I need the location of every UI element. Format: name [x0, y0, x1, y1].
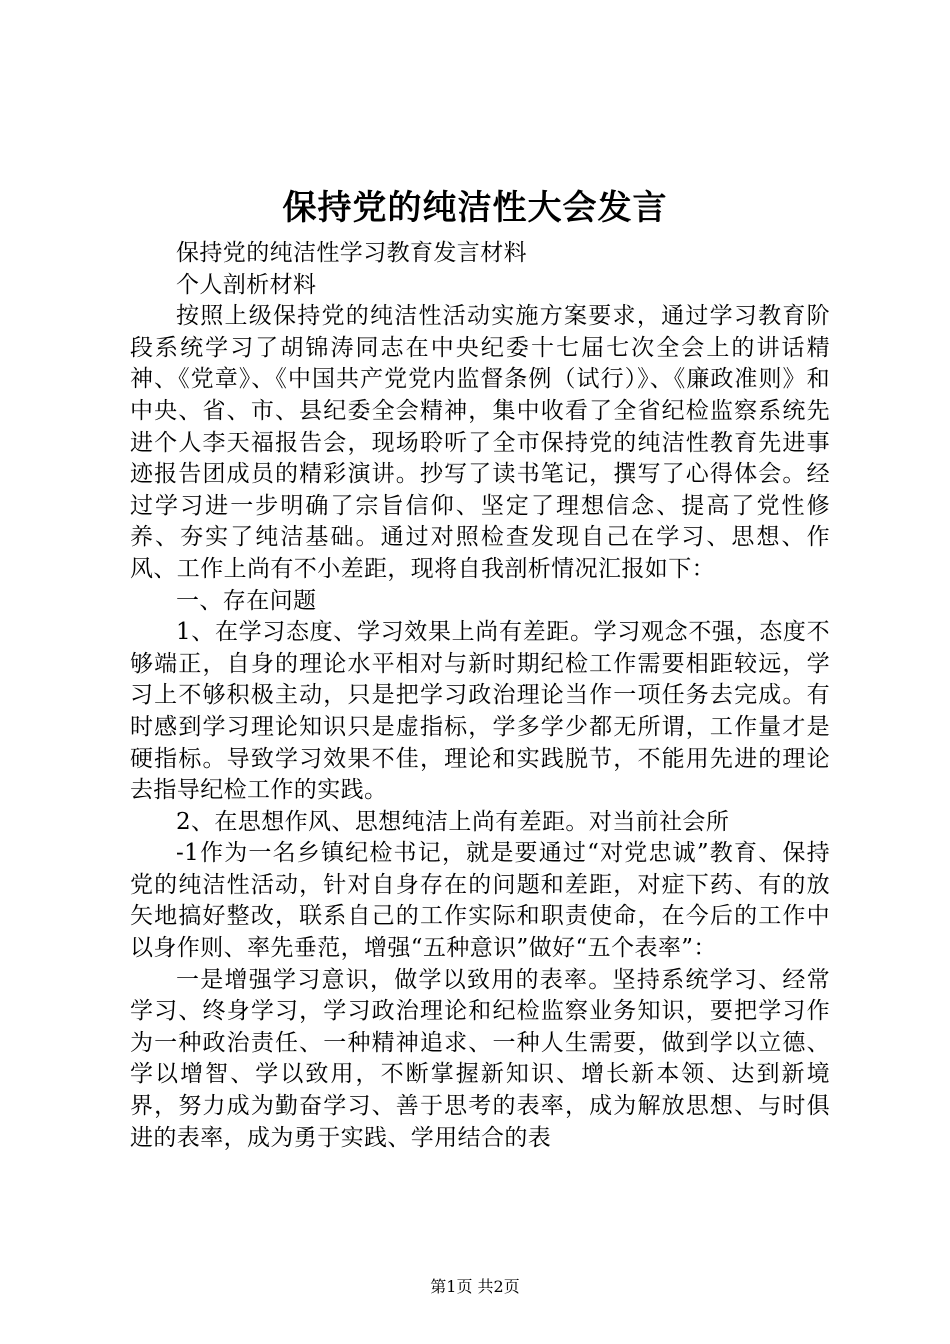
paragraph-rectification: -1作为一名乡镇纪检书记，就是要通过“对党忠诚”教育、保持党的纯洁性活动，针对自身存在的问题和差距，对症下药、有的放矢地搞好整改，联系自己的工作实际和职责使命，在今后的工作中以身作则、率先垂范，增强“五种意识”做好“五个表率”： [130, 840, 830, 962]
paragraph-item-1: 1、在学习态度、学习效果上尚有差距。学习观念不强，态度不够端正，自身的理论水平相对与新时期纪检工作需要相距较远，学习上不够积极主动，只是把学习政治理论当作一项任务去完成。有时感到学习理论知识只是虚指标，学多学少都无所谓，工作量才是硬指标。导致学习效果不佳，理论和实践脱节，不能用先进的理论去指导纪检工作的实践。 [130, 619, 830, 804]
section-heading-problems: 一、存在问题 [176, 587, 317, 614]
document-title: 保持党的纯洁性大会发言 [282, 188, 668, 228]
page-number-footer: 第1页 共2页 [430, 1277, 520, 1296]
document-body [130, 238, 830, 1154]
paragraph-intro: 按照上级保持党的纯洁性活动实施方案要求，通过学习教育阶段系统学习了胡锦涛同志在中央纪委十七届七次全会上的讲话精神、《党章》、《中国共产党党内监督条例（试行）》、《廉政准则》和中央、省、市、县纪委全会精神，集中收看了全省纪检监察系统先进个人李天福报告会，现场聆听了全市保持党的纯洁性教育先进事迹报告团成员的精彩演讲。抄写了读书笔记，撰写了心得体会。经过学习进一步明确了宗旨信仰、坚定了理想信念、提高了党性修养、夯实了纯洁基础。通过对照检查发现自己在学习、思想、作风、工作上尚有不小差距，现将自我剖析情况汇报如下： [130, 303, 830, 582]
paragraph-subtitle: 保持党的纯洁性学习教育发言材料 [176, 240, 527, 266]
paragraph-item-2: 2、在思想作风、思想纯洁上尚有差距。对当前社会所 [176, 808, 730, 835]
paragraph-point-1: 一是增强学习意识，做学以致用的表率。坚持系统学习、经常学习、终身学习，学习政治理论和纪检监察业务知识，要把学习作为一种政治责任、一种精神追求、一种人生需要，做到学以立德、学以增智、学以致用，不断掌握新知识、增长新本领、达到新境界，努力成为勤奋学习、善于思考的表率，成为解放思想、与时俱进的表率，成为勇于实践、学用结合的表 [130, 966, 830, 1151]
paragraph-heading: 个人剖析材料 [176, 271, 317, 298]
